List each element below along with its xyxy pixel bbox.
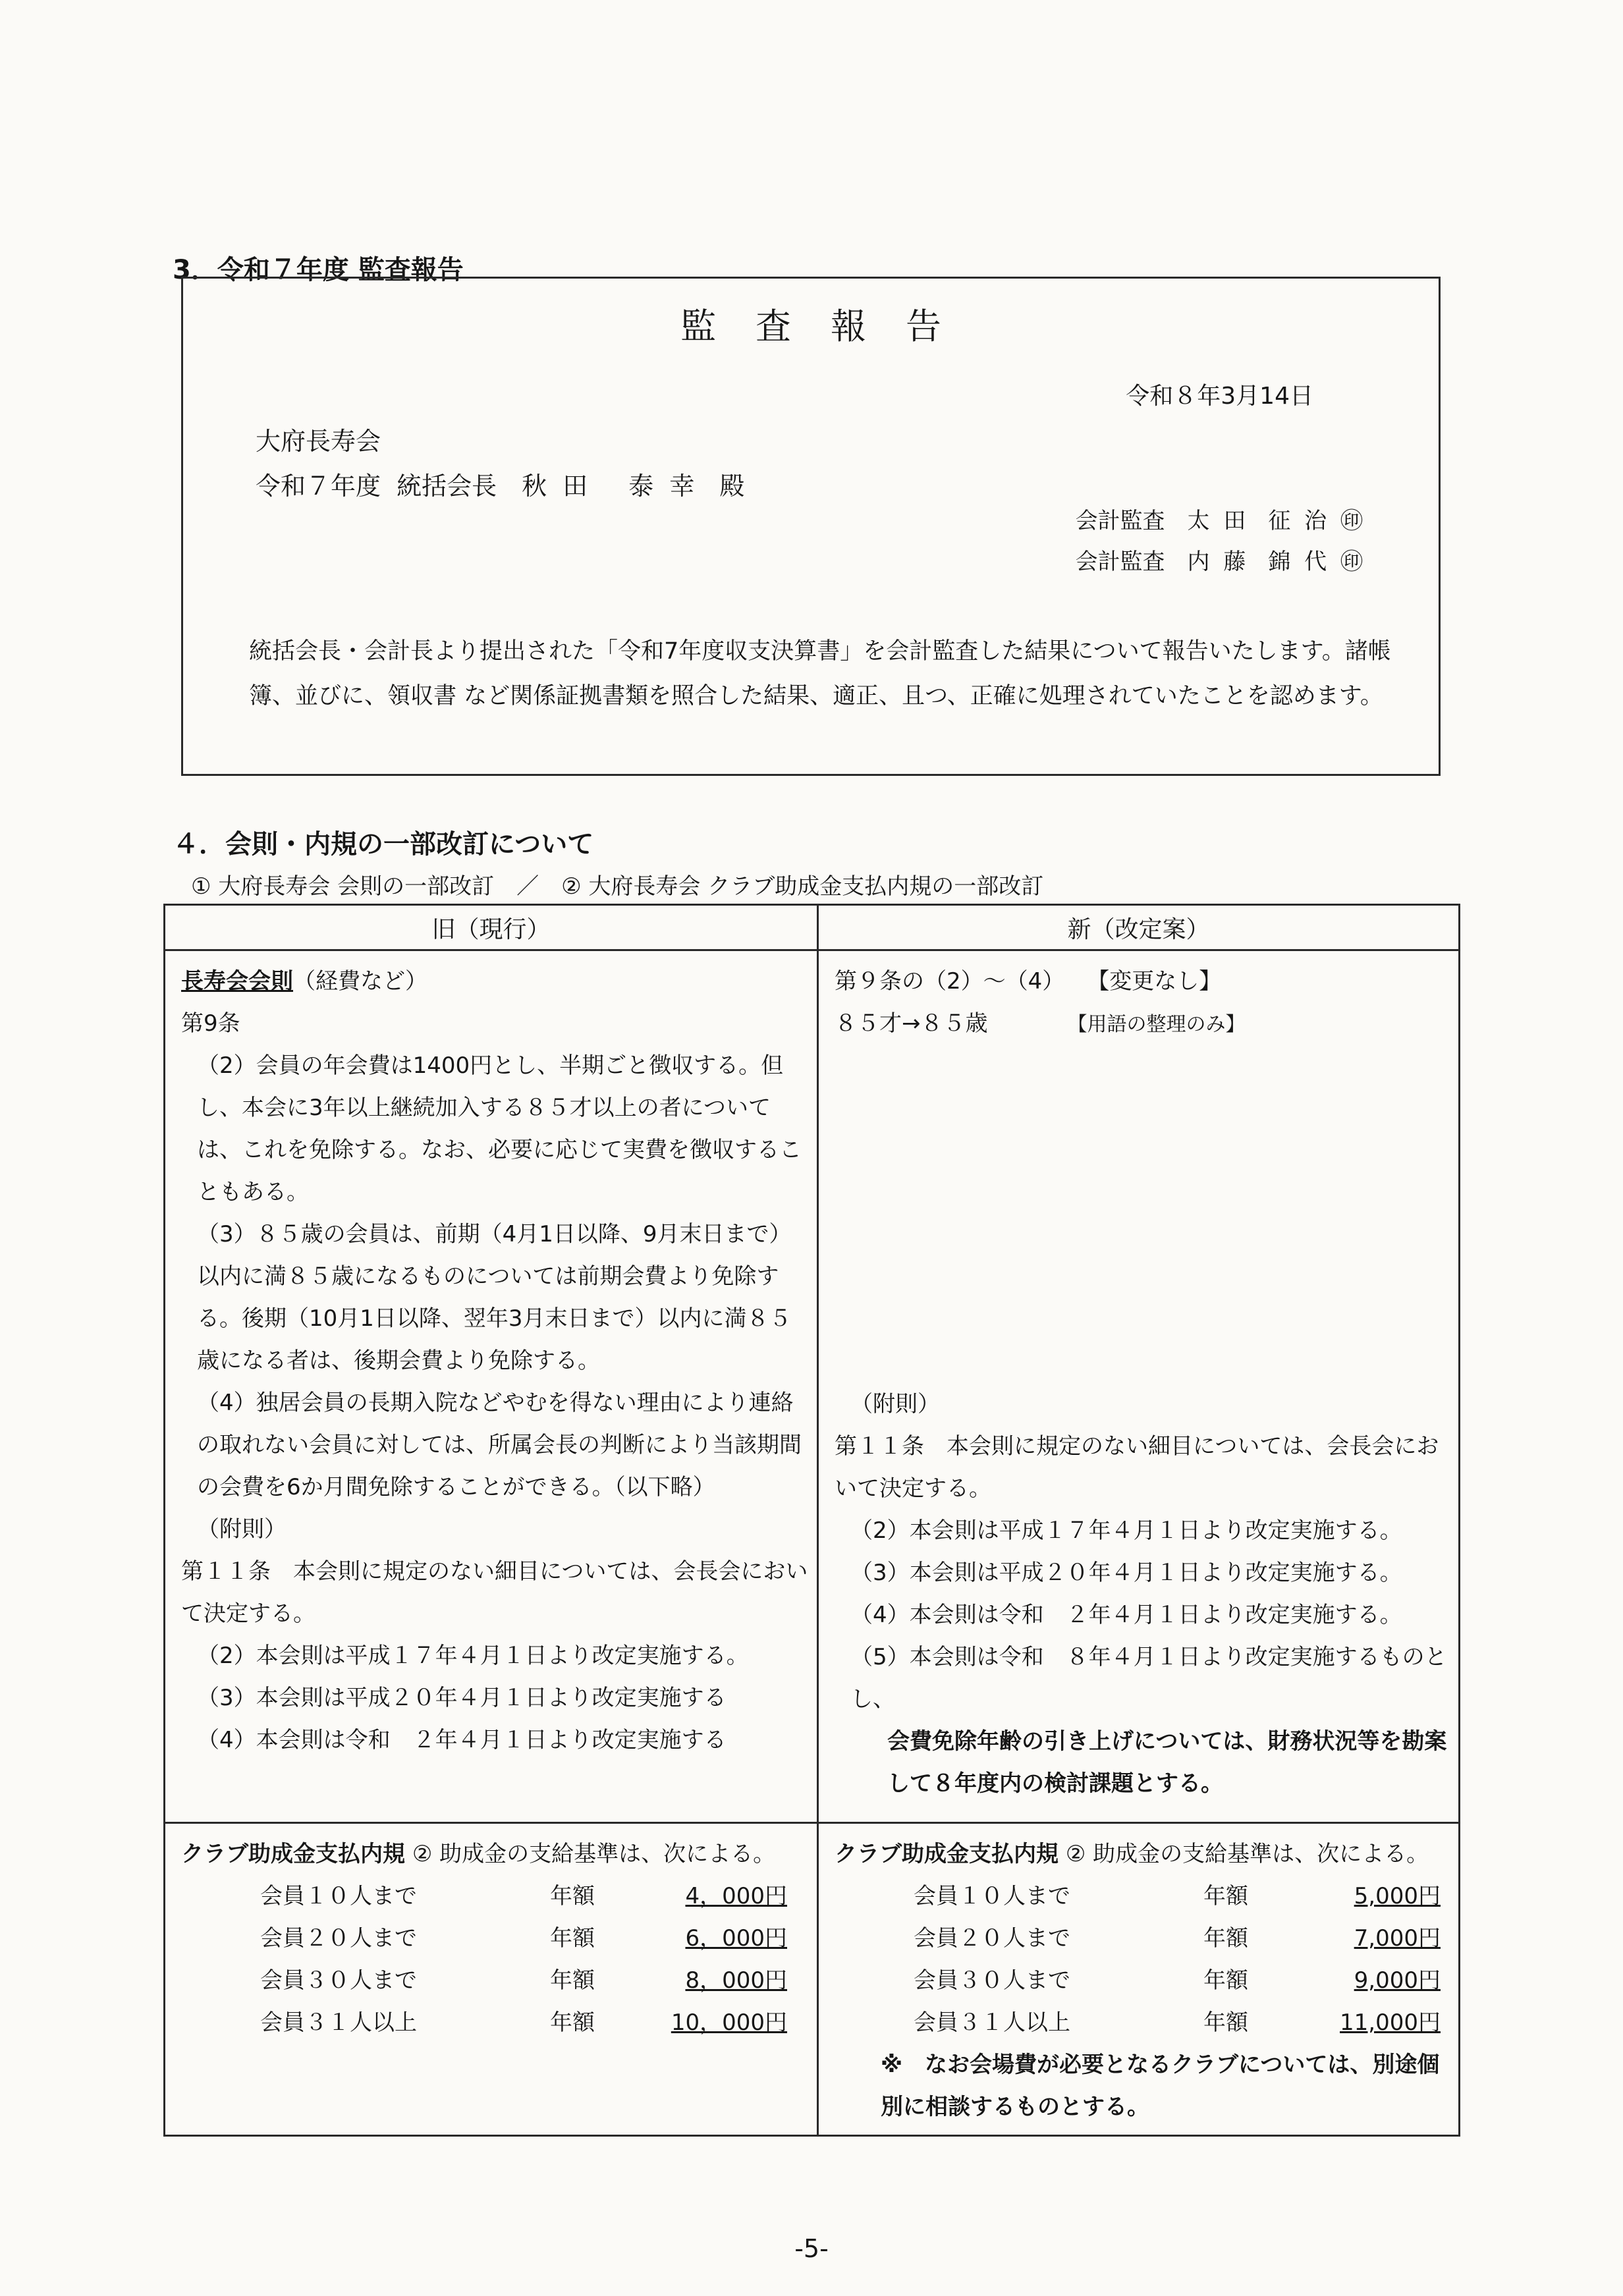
old-club-title: クラブ助成金支払内規 bbox=[181, 1841, 405, 1867]
table-header-row bbox=[165, 905, 1460, 950]
new-term-line: ８５才→８５歳 bbox=[835, 1010, 988, 1037]
old-club-cell bbox=[165, 1823, 818, 2136]
col-new-header: 新（改定案） bbox=[818, 905, 1460, 950]
audit-report-body: 統括会長・会計長より提出された「令和7年度収支決算書」を会計監査した結果について報告いたします。諸帳簿、並びに、領収書 など関係証拠書類を照合した結果、適正、且つ、正確に処理されていたことを認めます。 bbox=[249, 638, 1391, 709]
new-item-3: （3）本会則は平成２０年４月１日より改定実施する。 bbox=[850, 1560, 1402, 1586]
new-club-title: クラブ助成金支払内規 bbox=[835, 1841, 1059, 1867]
old-rules-title: 長寿会会則 bbox=[181, 968, 293, 995]
audit-date: 令和８年3月14日 bbox=[1126, 383, 1313, 410]
old-fee-row: 会員３０人まで 年額 8，000円 bbox=[260, 1967, 787, 1994]
old-supplement: （附則） bbox=[197, 1516, 287, 1543]
auditor-2: 会計監査 内 藤 錦 代 ㊞ bbox=[1075, 549, 1363, 575]
new-item-2: （2）本会則は平成１７年４月１日より改定実施する。 bbox=[850, 1517, 1402, 1544]
old-article9: 第9条 bbox=[181, 1010, 240, 1037]
new-change-line: 第９条の（2）～（4） bbox=[835, 968, 1054, 995]
addressee-org: 大府長寿会 bbox=[256, 427, 381, 456]
new-supplement: （附則） bbox=[850, 1391, 940, 1417]
auditor-1: 会計監査 太 田 征 治 ㊞ bbox=[1075, 508, 1363, 534]
old-rule-3: （3）８５歳の会員は、前期（4月1日以降、9月末日まで）以内に満８５歳になるものについては前期会費より免除する。後期（10月1日以降、翌年3月末日まで）以内に満８５歳になる者は、後期会費より免除する。 bbox=[197, 1221, 792, 1374]
old-fee-row: 会員１０人まで 年額 4，000円 bbox=[260, 1883, 787, 1909]
new-rules-cell bbox=[818, 950, 1460, 1823]
old-fee-row: 会員２０人まで 年額 6，000円 bbox=[260, 1925, 787, 1952]
addressee-person: 令和７年度 統括会長 秋 田 泰 幸 殿 bbox=[256, 472, 745, 501]
old-item-3: （3）本会則は平成２０年４月１日より改定実施する bbox=[197, 1685, 727, 1711]
new-club-cell bbox=[818, 1823, 1460, 2136]
col-old-header: 旧（現行） bbox=[165, 905, 818, 950]
new-club-text: ② 助成金の支給基準は、次による。 bbox=[1065, 1841, 1429, 1867]
new-fee-row: 会員２０人まで 年額 7,000円 bbox=[914, 1925, 1441, 1952]
audit-report-box bbox=[181, 277, 1441, 776]
new-term-note: 【用語の整理のみ】 bbox=[1077, 1013, 1246, 1036]
old-club-text: ② 助成金の支給基準は、次による。 bbox=[412, 1841, 776, 1867]
table-row-rules bbox=[165, 950, 1460, 1823]
new-item-5-bold: 会費免除年齢の引き上げについては、財務状況等を勘案して８年度内の検討課題とする。 bbox=[887, 1728, 1447, 1797]
old-rules-cell bbox=[165, 950, 818, 1823]
new-fee-row: 会員３１人以上 年額 11,000円 bbox=[914, 2009, 1441, 2036]
page-number: -5- bbox=[794, 2234, 829, 2263]
new-club-note: ※ なお会場費が必要となるクラブについては、別途個別に相談するものとする。 bbox=[881, 2052, 1440, 2120]
old-fee-row: 会員３１人以上 年額 10，000円 bbox=[260, 2009, 787, 2036]
table-row-club bbox=[165, 1823, 1460, 2136]
new-fee-row: 会員３０人まで 年額 9,000円 bbox=[914, 1967, 1441, 1994]
old-item-2: （2）本会則は平成１７年４月１日より改定実施する。 bbox=[197, 1643, 749, 1669]
revision-table bbox=[163, 904, 1460, 2137]
old-article11: 第１１条 本会則に規定のない細目については、会長会において決定する。 bbox=[181, 1558, 808, 1627]
section4-subtitle: ① 大府長寿会 会則の一部改訂 ／ ② 大府長寿会 クラブ助成金支払内規の一部改訂 bbox=[191, 873, 1044, 900]
old-rule-4: （4）独居会員の長期入院などやむを得ない理由により連絡の取れない会員に対しては、所属会長の判断により当該期間の会費を6か月間免除することができる。（以下略） bbox=[197, 1390, 802, 1500]
old-rule-2: （2）会員の年会費は1400円とし、半期ごと徴収する。但し、本会に3年以上継続加入する８５才以上の者については、これを免除する。なお、必要に応じて実費を徴収することもある。 bbox=[197, 1052, 802, 1205]
new-item-4: （4）本会則は令和 ２年４月１日より改定実施する。 bbox=[850, 1602, 1402, 1628]
new-article11: 第１１条 本会則に規定のない細目については、会長会において決定する。 bbox=[835, 1433, 1439, 1502]
old-item-4: （4）本会則は令和 ２年４月１日より改定実施する bbox=[197, 1727, 727, 1753]
audit-report-title: 監査報告 bbox=[680, 306, 981, 347]
section4-heading: ４．会則・内規の一部改訂について bbox=[173, 829, 594, 860]
new-item-5: （5）本会則は令和 ８年４月１日より改定実施するものとし、 bbox=[850, 1644, 1447, 1712]
new-change-note: 【変更なし】 bbox=[1098, 968, 1222, 995]
old-rules-title-note: （経費など） bbox=[293, 968, 427, 995]
new-fee-row: 会員１０人まで 年額 5,000円 bbox=[914, 1883, 1441, 1909]
section3-heading: 3．令和７年度 監査報告 bbox=[173, 255, 464, 285]
